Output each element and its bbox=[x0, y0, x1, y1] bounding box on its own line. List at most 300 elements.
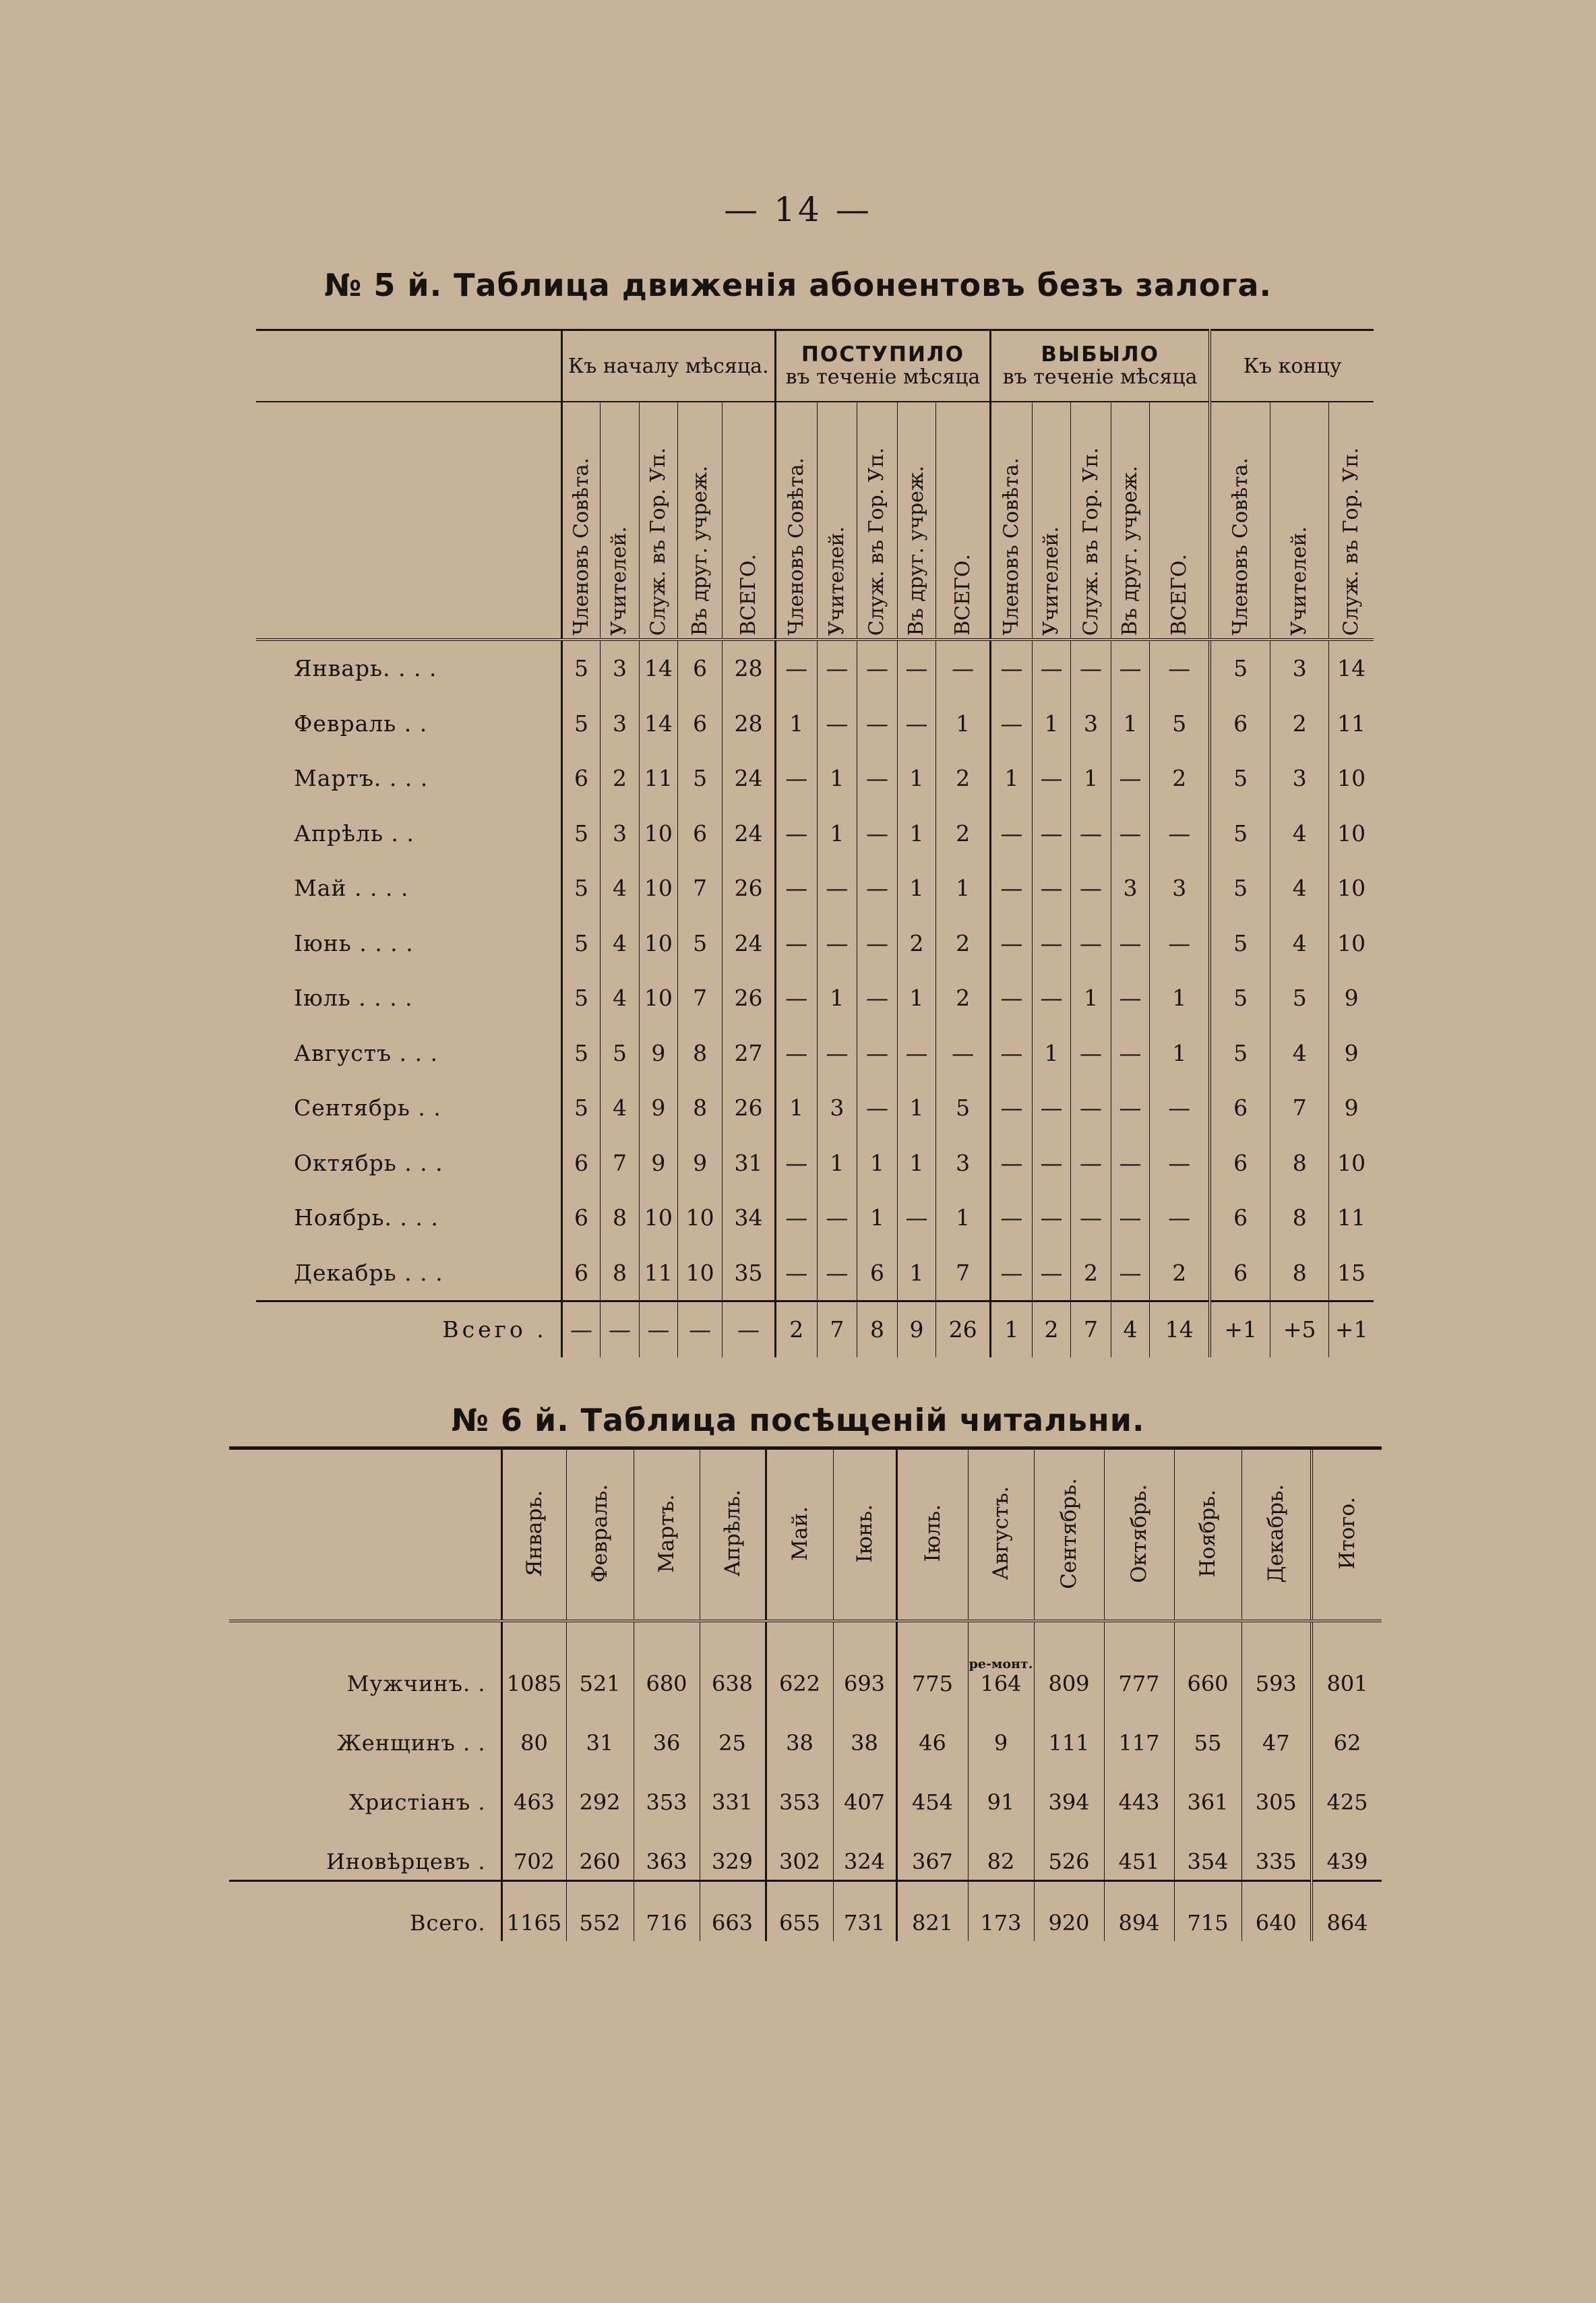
table-cell bbox=[634, 1881, 700, 1942]
table-row bbox=[256, 1080, 1374, 1136]
table-cell bbox=[1104, 1820, 1174, 1881]
row-label: Іюль . . . . bbox=[294, 985, 413, 1012]
table-cell: 6 bbox=[561, 1190, 600, 1246]
cell-value: 552 bbox=[579, 1910, 621, 1936]
table-cell: — bbox=[1150, 1190, 1210, 1246]
cell-value: 47 bbox=[1262, 1730, 1290, 1756]
table-cell: — bbox=[857, 971, 898, 1026]
cell-value: 638 bbox=[711, 1671, 754, 1696]
table-cell: +5 bbox=[1270, 1301, 1329, 1357]
table-cell: — bbox=[1150, 1136, 1210, 1191]
table-cell: — bbox=[1032, 751, 1070, 806]
cell-value: 353 bbox=[778, 1789, 821, 1815]
column-header bbox=[896, 1448, 968, 1622]
table-cell: — bbox=[1071, 806, 1111, 861]
table-cell: 1 bbox=[991, 1301, 1033, 1357]
table-cell bbox=[896, 1621, 968, 1702]
table-cell bbox=[896, 1820, 968, 1881]
table-cell: 14 bbox=[1329, 640, 1374, 696]
table-cell bbox=[766, 1702, 833, 1761]
table-cell: 6 bbox=[1210, 1080, 1270, 1136]
table-cell bbox=[766, 1820, 833, 1881]
column-header-text: Учителей. bbox=[1039, 526, 1063, 636]
group-in-title: ПОСТУПИЛО bbox=[801, 342, 965, 367]
table-cell: — bbox=[817, 861, 857, 916]
cell-value: 809 bbox=[1048, 1671, 1090, 1696]
table-cell: 26 bbox=[723, 971, 776, 1026]
table-cell: 5 bbox=[1270, 971, 1329, 1026]
table-row bbox=[256, 751, 1374, 806]
page-number: — 14 — bbox=[724, 190, 872, 229]
table-cell: 10 bbox=[639, 916, 677, 971]
table-cell: 2 bbox=[775, 1301, 817, 1357]
row-label: Декабрь . . . bbox=[294, 1259, 443, 1286]
table-cell: — bbox=[775, 806, 817, 861]
table-cell: 9 bbox=[1329, 1026, 1374, 1081]
table-cell: — bbox=[1111, 806, 1149, 861]
table-cell: — bbox=[775, 1190, 817, 1246]
cell-value: 526 bbox=[1048, 1849, 1090, 1874]
table-cell: 2 bbox=[1032, 1301, 1070, 1357]
cell-value: 663 bbox=[711, 1910, 754, 1936]
table-cell: 3 bbox=[936, 1136, 991, 1191]
column-header-text: Мартъ. bbox=[654, 1494, 679, 1573]
cell-value: 38 bbox=[786, 1730, 814, 1756]
repair-note: ре-монт. bbox=[969, 1657, 1033, 1671]
column-header bbox=[1270, 402, 1329, 640]
table-cell: 4 bbox=[601, 1080, 639, 1136]
table-cell bbox=[1312, 1621, 1382, 1702]
cell-value: 920 bbox=[1048, 1910, 1090, 1936]
cell-value: 680 bbox=[646, 1671, 687, 1696]
table-cell: 5 bbox=[1210, 640, 1270, 696]
column-header-text: Въ друг. учреж. bbox=[904, 465, 928, 636]
table-cell: 5 bbox=[561, 806, 600, 861]
cell-value: 111 bbox=[1048, 1730, 1090, 1756]
row-label: Іюнь . . . . bbox=[294, 929, 414, 956]
column-header bbox=[1312, 1448, 1382, 1622]
column-header bbox=[936, 402, 991, 640]
column-header-text: Членовъ Совѣта. bbox=[1228, 458, 1252, 636]
table-cell: 14 bbox=[639, 640, 677, 696]
column-header-text: Учителей. bbox=[607, 526, 632, 636]
table-cell: 8 bbox=[601, 1246, 639, 1301]
table-cell: — bbox=[817, 1246, 857, 1301]
table-cell bbox=[634, 1820, 700, 1881]
table-cell: — bbox=[1111, 1190, 1149, 1246]
table-cell: 5 bbox=[1210, 806, 1270, 861]
group-out-title: ВЫБЫЛО bbox=[1041, 342, 1159, 367]
cell-value: 117 bbox=[1118, 1730, 1160, 1756]
table-cell bbox=[968, 1881, 1034, 1942]
column-header bbox=[1104, 1448, 1174, 1622]
table-cell: 2 bbox=[1150, 751, 1210, 806]
table-cell: 1 bbox=[857, 1190, 898, 1246]
column-header bbox=[857, 402, 898, 640]
table-cell bbox=[833, 1820, 896, 1881]
table-cell: 3 bbox=[1270, 640, 1329, 696]
cell-value: 82 bbox=[987, 1849, 1015, 1874]
cell-value: 331 bbox=[711, 1789, 754, 1815]
column-header bbox=[1150, 402, 1210, 640]
cell-value: 777 bbox=[1118, 1671, 1160, 1696]
table-cell: — bbox=[723, 1301, 776, 1357]
table-cell bbox=[501, 1621, 566, 1702]
table-cell bbox=[833, 1881, 896, 1942]
table-cell: +1 bbox=[1329, 1301, 1374, 1357]
table-cell: — bbox=[1111, 916, 1149, 971]
group-end: Къ концу bbox=[1210, 330, 1374, 402]
table-cell: 7 bbox=[678, 971, 723, 1026]
row-label: Сентябрь . . bbox=[294, 1095, 441, 1122]
group-in-sub: въ теченіе мѣсяца bbox=[785, 365, 981, 389]
table-cell: 1 bbox=[817, 751, 857, 806]
row-label: Августъ . . . bbox=[294, 1039, 438, 1066]
cell-value: 36 bbox=[652, 1730, 681, 1756]
column-header bbox=[723, 402, 776, 640]
table-cell bbox=[833, 1761, 896, 1820]
column-header-text: ВСЕГО. bbox=[736, 554, 760, 636]
column-header bbox=[833, 1448, 896, 1622]
table-cell: 24 bbox=[723, 916, 776, 971]
cell-value: 38 bbox=[851, 1730, 878, 1756]
table-cell: 4 bbox=[601, 971, 639, 1026]
table-cell: 7 bbox=[817, 1301, 857, 1357]
cell-value: 715 bbox=[1187, 1910, 1229, 1936]
column-header-text: Учителей. bbox=[1287, 526, 1312, 636]
table-cell: 1 bbox=[1071, 751, 1111, 806]
table-cell: 5 bbox=[678, 916, 723, 971]
table-cell: 9 bbox=[1329, 1080, 1374, 1136]
column-header-text: Въ друг. учреж. bbox=[687, 465, 712, 636]
table-cell: 9 bbox=[678, 1136, 723, 1191]
table-cell bbox=[1174, 1621, 1241, 1702]
column-header bbox=[700, 1448, 766, 1622]
table-cell: 5 bbox=[561, 696, 600, 751]
table-cell: — bbox=[775, 971, 817, 1026]
table-cell: — bbox=[897, 1026, 935, 1081]
table-cell bbox=[766, 1881, 833, 1942]
table-cell: — bbox=[991, 696, 1033, 751]
table-cell bbox=[1312, 1820, 1382, 1881]
table-cell: 7 bbox=[678, 861, 723, 916]
table-cell: — bbox=[857, 640, 898, 696]
table-cell: — bbox=[1150, 640, 1210, 696]
table-cell: — bbox=[897, 1190, 935, 1246]
cell-value: 640 bbox=[1255, 1910, 1297, 1936]
table-cell: — bbox=[991, 1246, 1033, 1301]
table-cell: — bbox=[936, 1026, 991, 1081]
table-cell bbox=[833, 1702, 896, 1761]
table-cell: 1 bbox=[817, 971, 857, 1026]
column-header bbox=[1071, 402, 1111, 640]
table-cell: 8 bbox=[1270, 1246, 1329, 1301]
table-cell: 2 bbox=[601, 751, 639, 806]
table-cell: 26 bbox=[723, 1080, 776, 1136]
table-cell: 10 bbox=[678, 1190, 723, 1246]
table-cell bbox=[968, 1621, 1034, 1702]
corner-cell bbox=[256, 330, 561, 402]
column-header bbox=[817, 402, 857, 640]
table-cell: 35 bbox=[723, 1246, 776, 1301]
table-cell: 5 bbox=[561, 640, 600, 696]
table-row bbox=[256, 1136, 1374, 1191]
table-cell: 14 bbox=[1150, 1301, 1210, 1357]
table-cell: — bbox=[1032, 1136, 1070, 1191]
table-cell: — bbox=[1071, 1190, 1111, 1246]
cell-value: 31 bbox=[586, 1730, 614, 1756]
table-cell: — bbox=[857, 696, 898, 751]
table-cell: — bbox=[1032, 1080, 1070, 1136]
row-label: Мужчинъ. . bbox=[346, 1671, 486, 1696]
table-cell bbox=[1241, 1702, 1312, 1761]
total-row bbox=[229, 1881, 1382, 1942]
table-cell: 5 bbox=[1210, 1026, 1270, 1081]
table-cell bbox=[700, 1820, 766, 1881]
column-header-text: Членовъ Совѣта. bbox=[569, 458, 593, 636]
table-cell: — bbox=[817, 1026, 857, 1081]
table-cell: — bbox=[991, 1190, 1033, 1246]
cell-value: 367 bbox=[911, 1849, 954, 1874]
cell-value: 443 bbox=[1118, 1789, 1160, 1815]
subscribers-table bbox=[256, 329, 1374, 1357]
cell-value: 324 bbox=[843, 1849, 886, 1874]
table-cell: — bbox=[1032, 861, 1070, 916]
table-row bbox=[256, 1190, 1374, 1246]
table5-title: № 5 й. Таблица движенія абонентовъ безъ залога. bbox=[324, 267, 1272, 303]
total-row bbox=[256, 1301, 1374, 1357]
table-cell bbox=[1034, 1621, 1104, 1702]
table-cell bbox=[1241, 1820, 1312, 1881]
table-cell: — bbox=[1071, 640, 1111, 696]
table-cell: 5 bbox=[561, 971, 600, 1026]
table-cell: 6 bbox=[678, 696, 723, 751]
table-cell: 6 bbox=[678, 806, 723, 861]
table-cell: 2 bbox=[1150, 1246, 1210, 1301]
table-cell: 2 bbox=[897, 916, 935, 971]
table-row bbox=[229, 1702, 1382, 1761]
group-in bbox=[775, 330, 990, 402]
table-cell: — bbox=[775, 1246, 817, 1301]
table-cell: 8 bbox=[857, 1301, 898, 1357]
table-row bbox=[256, 916, 1374, 971]
cell-value: 329 bbox=[711, 1849, 754, 1874]
column-header-text: Іюль. bbox=[920, 1504, 945, 1562]
table-row bbox=[256, 640, 1374, 696]
table-cell: 5 bbox=[1210, 971, 1270, 1026]
table-cell: 1 bbox=[817, 1136, 857, 1191]
column-header bbox=[601, 402, 639, 640]
table-cell bbox=[1104, 1702, 1174, 1761]
table-cell: 5 bbox=[561, 1026, 600, 1081]
row-label: Христіанъ . bbox=[348, 1789, 486, 1815]
column-header bbox=[561, 402, 600, 640]
table-cell: 7 bbox=[936, 1246, 991, 1301]
table-cell: 10 bbox=[1329, 806, 1374, 861]
column-header-text: Учителей. bbox=[824, 526, 849, 636]
column-header-text: Апрѣль. bbox=[720, 1490, 745, 1577]
table-cell: 8 bbox=[1270, 1190, 1329, 1246]
cell-value: 864 bbox=[1326, 1910, 1368, 1936]
row-label: Мартъ. . . . bbox=[294, 765, 429, 792]
table-cell: 14 bbox=[639, 696, 677, 751]
column-header-text: Январь. bbox=[522, 1490, 547, 1577]
cell-value: 305 bbox=[1255, 1789, 1297, 1815]
row-label: Октябрь . . . bbox=[294, 1149, 443, 1176]
cell-value: 622 bbox=[778, 1671, 821, 1696]
table-cell bbox=[1174, 1881, 1241, 1942]
table-cell bbox=[566, 1761, 634, 1820]
cell-value: 260 bbox=[579, 1849, 621, 1874]
table-cell: 8 bbox=[678, 1026, 723, 1081]
table-cell: 4 bbox=[1270, 916, 1329, 971]
table-cell: — bbox=[817, 696, 857, 751]
table-cell: 4 bbox=[601, 861, 639, 916]
table-cell: — bbox=[897, 696, 935, 751]
table-cell: 10 bbox=[639, 861, 677, 916]
column-header-text: Членовъ Совѣта. bbox=[784, 458, 808, 636]
cell-value: 451 bbox=[1118, 1849, 1160, 1874]
table-cell: — bbox=[817, 640, 857, 696]
table-row bbox=[229, 1621, 1382, 1702]
cell-value: 354 bbox=[1187, 1849, 1229, 1874]
cell-value: 439 bbox=[1326, 1849, 1368, 1874]
table-cell bbox=[1174, 1761, 1241, 1820]
table-cell: 1 bbox=[897, 806, 935, 861]
column-header bbox=[1111, 402, 1149, 640]
table-cell bbox=[1104, 1621, 1174, 1702]
table-cell: 4 bbox=[601, 916, 639, 971]
table-cell: 6 bbox=[678, 640, 723, 696]
table-cell bbox=[896, 1881, 968, 1942]
table-cell: 9 bbox=[897, 1301, 935, 1357]
table-cell: — bbox=[857, 1026, 898, 1081]
table-cell bbox=[566, 1702, 634, 1761]
cell-value: 62 bbox=[1333, 1730, 1361, 1756]
table-cell: 31 bbox=[723, 1136, 776, 1191]
table-cell bbox=[634, 1621, 700, 1702]
table-cell: 2 bbox=[1270, 696, 1329, 751]
table-cell: 24 bbox=[723, 751, 776, 806]
table-cell: 2 bbox=[1071, 1246, 1111, 1301]
table-row bbox=[256, 806, 1374, 861]
table-cell: — bbox=[1111, 640, 1149, 696]
table-cell: — bbox=[1071, 1026, 1111, 1081]
table-cell: — bbox=[857, 751, 898, 806]
column-header bbox=[1034, 1448, 1104, 1622]
table-cell: 4 bbox=[1111, 1301, 1149, 1357]
cell-value: 731 bbox=[843, 1910, 886, 1936]
column-header bbox=[1032, 402, 1070, 640]
table-cell: 9 bbox=[639, 1080, 677, 1136]
table-cell bbox=[566, 1820, 634, 1881]
cell-value: 894 bbox=[1118, 1910, 1160, 1936]
table-cell: 5 bbox=[561, 861, 600, 916]
column-header-text: Октябрь. bbox=[1127, 1483, 1151, 1583]
row-label: Февраль . . bbox=[294, 710, 428, 737]
table-cell: 5 bbox=[601, 1026, 639, 1081]
column-header bbox=[991, 402, 1033, 640]
table-cell bbox=[766, 1621, 833, 1702]
table-cell: — bbox=[1071, 1136, 1111, 1191]
table-cell: — bbox=[991, 971, 1033, 1026]
table-cell bbox=[1241, 1761, 1312, 1820]
table-cell: 6 bbox=[561, 751, 600, 806]
table-cell: 3 bbox=[1150, 861, 1210, 916]
cell-value: 821 bbox=[911, 1910, 954, 1936]
table-cell: 1 bbox=[897, 861, 935, 916]
table-cell: 26 bbox=[936, 1301, 991, 1357]
table-cell: 1 bbox=[897, 1136, 935, 1191]
table-cell: 5 bbox=[561, 1080, 600, 1136]
table-cell: 11 bbox=[1329, 1190, 1374, 1246]
table-cell: — bbox=[775, 1026, 817, 1081]
cell-value: 292 bbox=[579, 1789, 621, 1815]
corner-cell-lower bbox=[256, 402, 561, 640]
column-header-text: Итого. bbox=[1335, 1497, 1359, 1570]
cell-value: 801 bbox=[1326, 1671, 1368, 1696]
table-cell: — bbox=[775, 640, 817, 696]
table-cell bbox=[566, 1621, 634, 1702]
cell-value: 521 bbox=[579, 1671, 621, 1696]
table-cell: 26 bbox=[723, 861, 776, 916]
table-cell: — bbox=[1032, 971, 1070, 1026]
column-header-text: Декабрь. bbox=[1264, 1483, 1289, 1583]
table-cell: 24 bbox=[723, 806, 776, 861]
column-header bbox=[501, 1448, 566, 1622]
table-cell: — bbox=[991, 640, 1033, 696]
row-label: Ноябрь. . . . bbox=[294, 1204, 439, 1231]
table-cell: 11 bbox=[1329, 696, 1374, 751]
table-cell: 1 bbox=[817, 806, 857, 861]
table-cell bbox=[501, 1761, 566, 1820]
table-cell: — bbox=[1150, 916, 1210, 971]
column-header bbox=[897, 402, 935, 640]
row-label: Женщинъ . . bbox=[336, 1730, 486, 1756]
cell-value: 425 bbox=[1326, 1789, 1368, 1815]
cell-value: 1165 bbox=[506, 1910, 562, 1936]
table-cell: 2 bbox=[936, 916, 991, 971]
column-header-text: Служ. въ Гор. Уп. bbox=[1078, 447, 1103, 636]
column-header bbox=[775, 402, 817, 640]
table-cell: 2 bbox=[936, 751, 991, 806]
row-label: Январь. . . . bbox=[294, 655, 437, 682]
column-header-text: Іюнь. bbox=[852, 1504, 877, 1563]
cell-value: 407 bbox=[843, 1789, 886, 1815]
table-cell: 5 bbox=[1210, 916, 1270, 971]
table-cell: — bbox=[1032, 806, 1070, 861]
table-cell bbox=[1034, 1881, 1104, 1942]
table-cell bbox=[968, 1702, 1034, 1761]
table-cell: 5 bbox=[936, 1080, 991, 1136]
column-header bbox=[766, 1448, 833, 1622]
table-cell: 34 bbox=[723, 1190, 776, 1246]
table-cell: 1 bbox=[1150, 971, 1210, 1026]
table-cell bbox=[833, 1621, 896, 1702]
table-cell bbox=[1174, 1702, 1241, 1761]
table-cell: — bbox=[1032, 916, 1070, 971]
table-cell bbox=[1104, 1881, 1174, 1942]
cell-value: 454 bbox=[911, 1789, 954, 1815]
table-cell: 3 bbox=[817, 1080, 857, 1136]
table-cell: 28 bbox=[723, 696, 776, 751]
table-cell: 5 bbox=[678, 751, 723, 806]
table-cell: 5 bbox=[1210, 861, 1270, 916]
table-cell: 1 bbox=[936, 861, 991, 916]
table-cell bbox=[700, 1621, 766, 1702]
table-cell: 6 bbox=[1210, 1136, 1270, 1191]
cell-value: 361 bbox=[1187, 1789, 1229, 1815]
